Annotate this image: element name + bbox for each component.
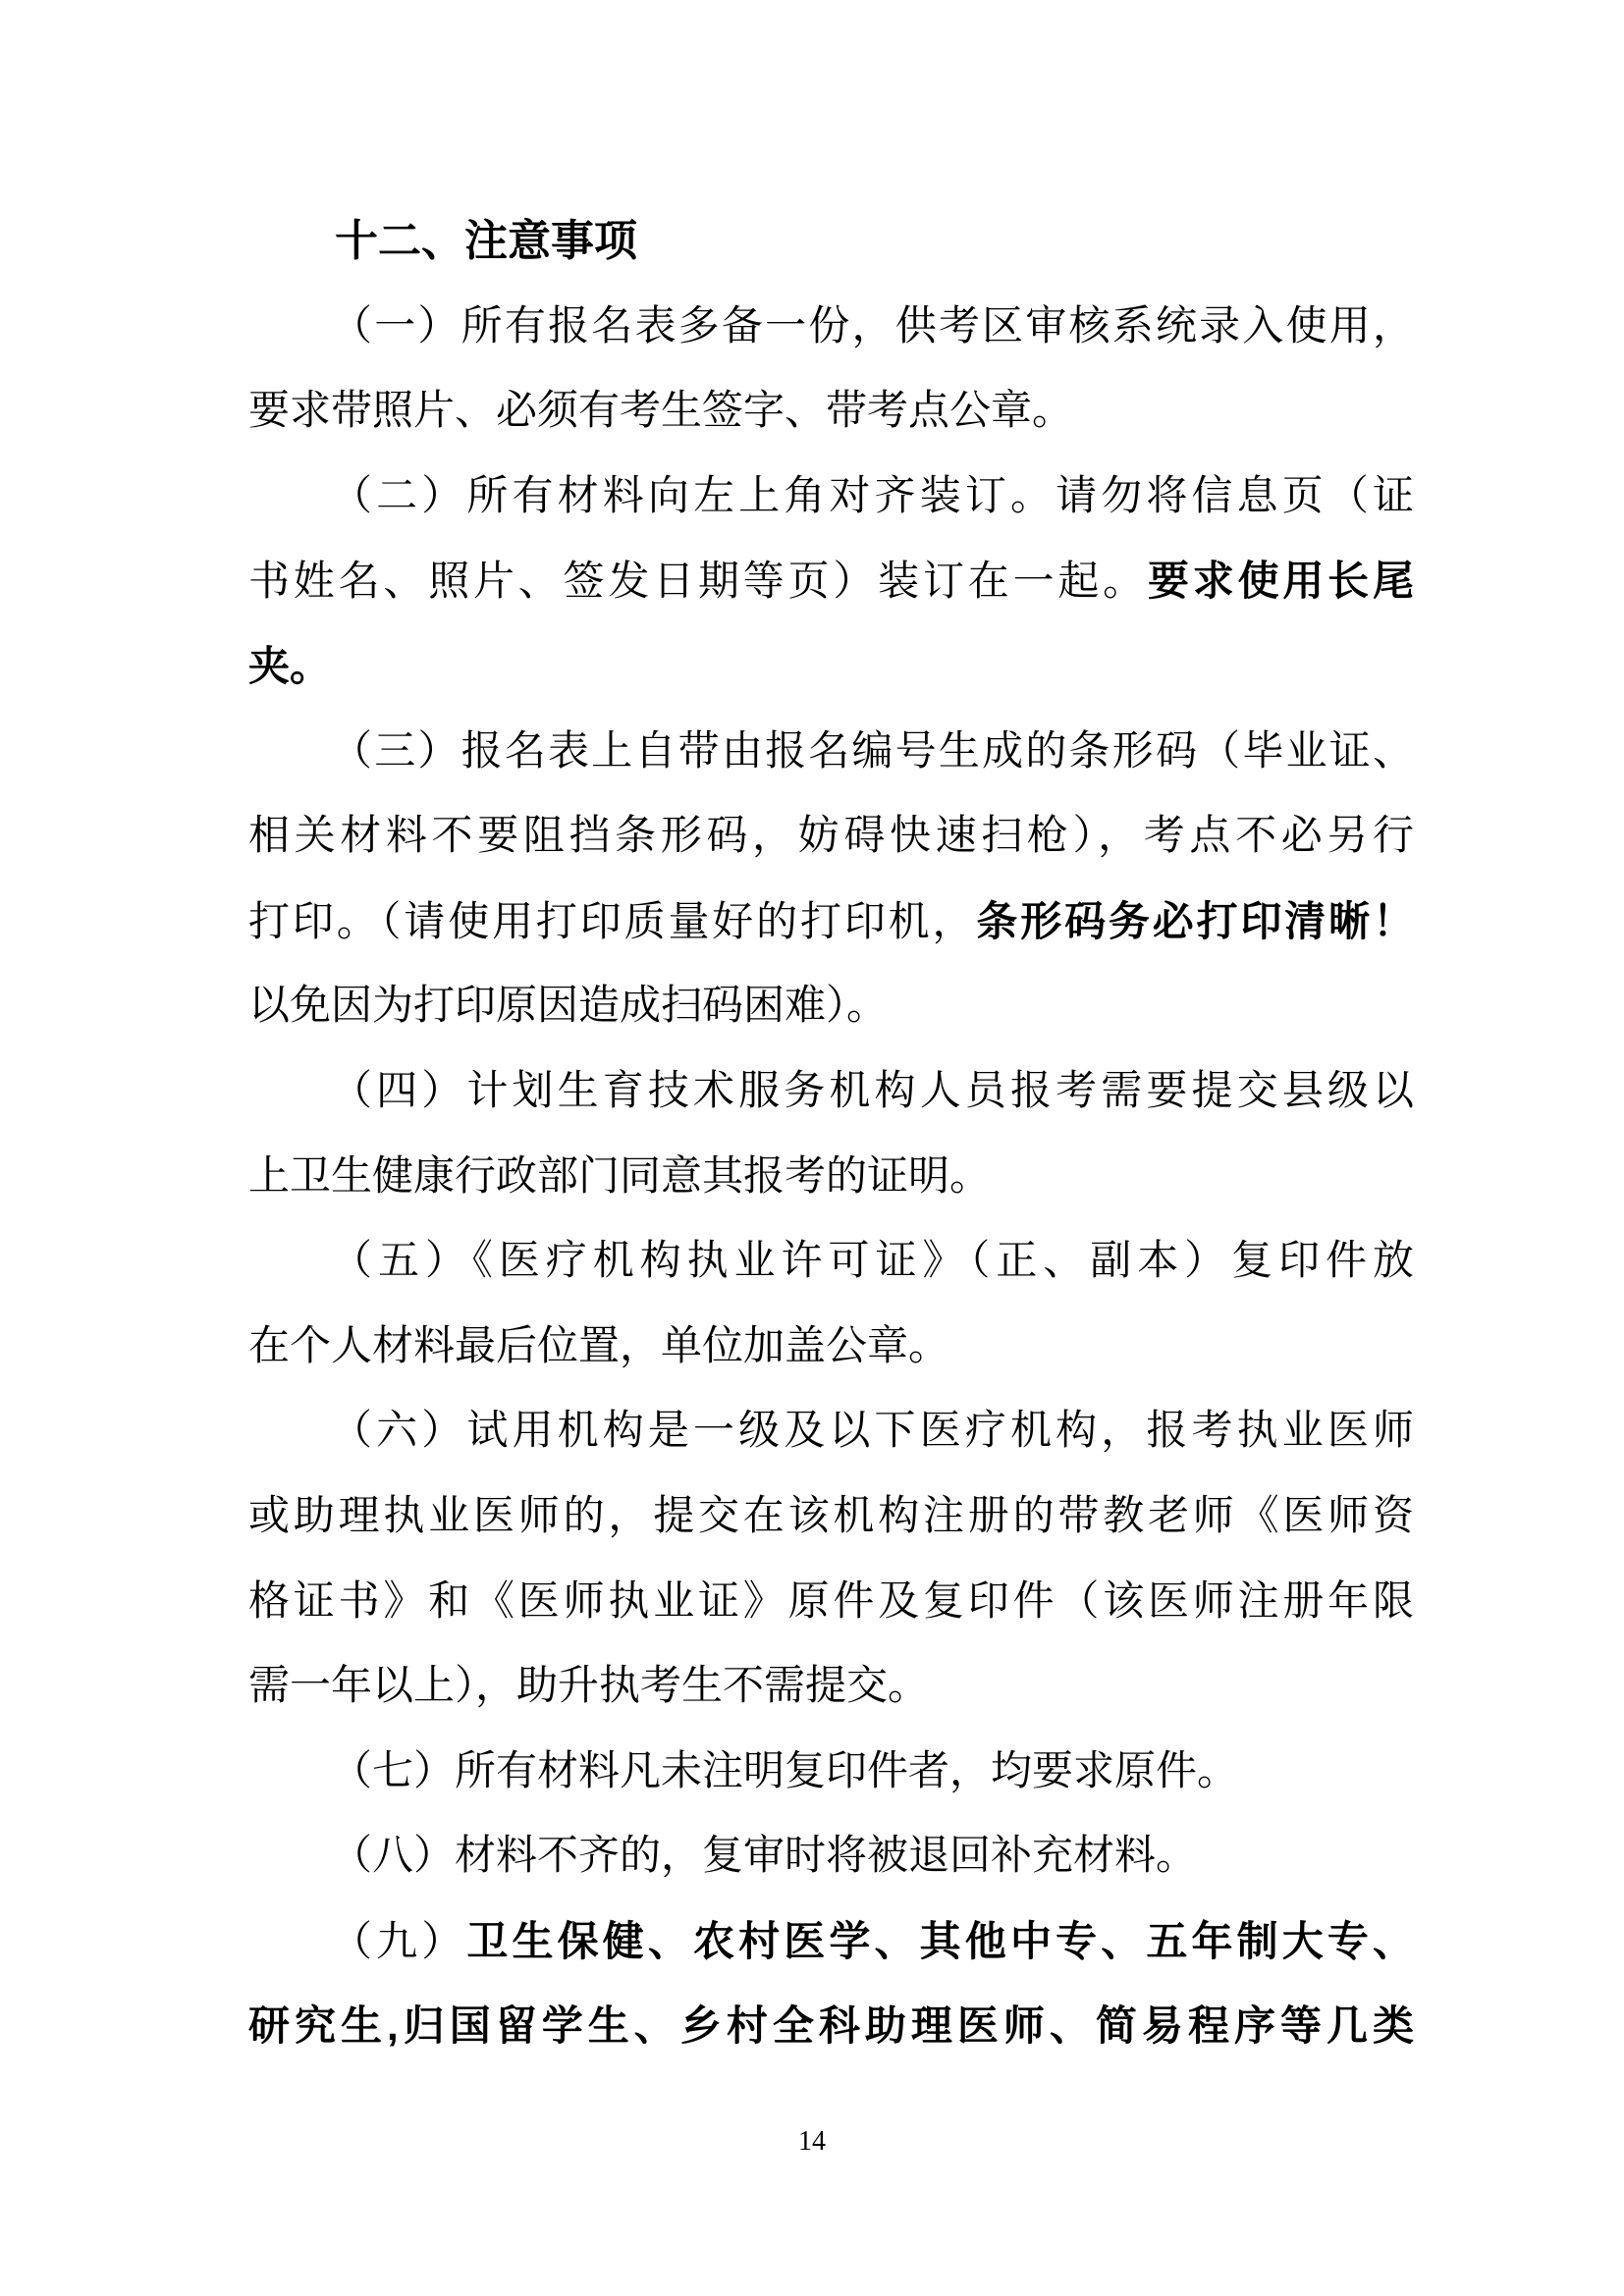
text-segment: 在个人材料最后位置，单位加盖公章。: [248, 1323, 950, 1369]
text-line: [248, 1560, 1414, 1645]
text-line: [248, 369, 1414, 454]
text-segment: （八）材料不齐的，复审时将被退回补充材料。: [331, 1834, 1198, 1880]
text-segment: （二）所有材料向左上角对齐装订。请勿将信息页（证: [331, 473, 1414, 519]
text-line: [248, 539, 1414, 624]
text-segment: （五）《医疗机构执业许可证》（正、副本）复印件放: [331, 1239, 1414, 1285]
text-segment: （九）: [331, 1919, 467, 1965]
text-segment: 相关材料不要阻挡条形码，妨碍快速扫枪），考点不必另行: [248, 814, 1414, 860]
text-segment: （七）所有材料凡未注明复印件者，均要求原件。: [331, 1748, 1239, 1794]
text-segment: 书姓名、照片、签发日期等页）装订在一起。: [248, 560, 1148, 606]
text-segment: 上卫生健康行政部门同意其报考的证明。: [248, 1153, 992, 1200]
text-segment: （六）试用机构是一级及以下医疗机构，报考执业医师: [331, 1409, 1414, 1455]
text-segment: 以免因为打印原因造成扫码困难）。: [248, 984, 889, 1030]
text-line: [248, 1049, 1414, 1135]
text-segment: （一）所有报名表多备一份，供考区审核系统录入使用，: [331, 303, 1414, 349]
bold-text-segment: 十二、注意事项: [335, 217, 637, 265]
text-line: [248, 880, 1414, 965]
text-line: [248, 285, 1414, 370]
document-body: [248, 199, 1414, 2069]
text-line: [248, 1814, 1414, 1899]
text-line: [248, 794, 1414, 880]
text-segment: 打印。（请使用打印质量好的打印机，: [248, 899, 977, 945]
text-line: [248, 1899, 1414, 1985]
text-line: [248, 1135, 1414, 1220]
text-line: [248, 1474, 1414, 1560]
text-segment: 格证书》和《医师执业证》原件及复印件（该医师注册年限: [248, 1578, 1414, 1625]
bold-text-segment: 条形码务必打印清晰！: [976, 897, 1414, 944]
text-segment: （三）报名表上自带由报名编号生成的条形码（毕业证、: [331, 728, 1414, 774]
text-line: [248, 1730, 1414, 1815]
text-line: [248, 1984, 1414, 2069]
bold-text-segment: 夹。: [248, 642, 332, 689]
text-line: [248, 1305, 1414, 1390]
text-segment: 或助理执业医师的，提交在该机构注册的带教老师《医师资: [248, 1493, 1414, 1539]
text-segment: 要求带照片、必须有考生签字、带考点公章。: [248, 389, 1074, 435]
text-line: [248, 454, 1414, 540]
section-heading: [248, 199, 1414, 285]
bold-text-segment: 要求使用长尾: [1147, 558, 1414, 605]
text-line: [248, 1389, 1414, 1474]
text-line: [248, 1219, 1414, 1305]
text-line: [248, 1644, 1414, 1730]
page-number: 14: [798, 2126, 826, 2157]
text-line: [248, 710, 1414, 795]
bold-text-segment: 研究生,归国留学生、乡村全科助理医师、简易程序等几类: [248, 2002, 1414, 2050]
bold-text-segment: 卫生保健、农村医学、其他中专、五年制大专、: [466, 1917, 1414, 1964]
text-line: [248, 964, 1414, 1049]
text-line: [248, 624, 1414, 710]
text-segment: 需一年以上），助升执考生不需提交。: [248, 1664, 930, 1710]
text-segment: （四）计划生育技术服务机构人员报考需要提交县级以: [331, 1068, 1414, 1114]
